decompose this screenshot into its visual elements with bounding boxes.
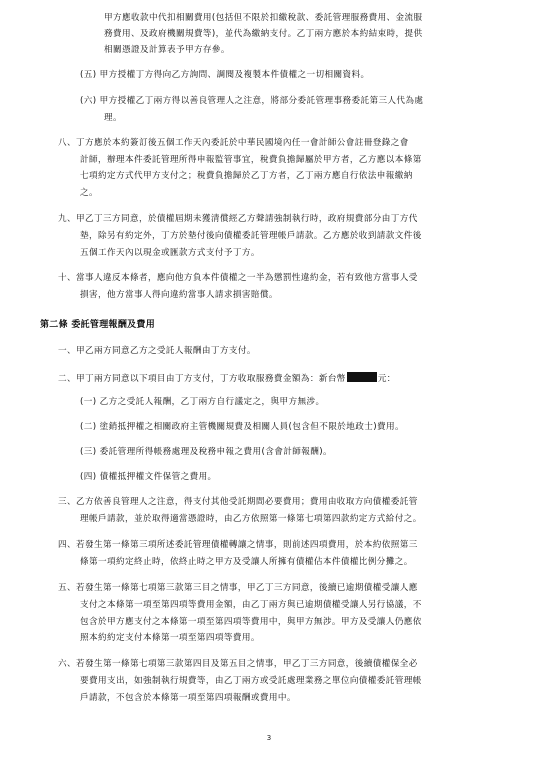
text-line: (三) 委託管理所得帳務處理及稅務申報之費用(含會計師報酬)。: [80, 447, 332, 457]
text-line: 包含於甲方應支付之本條第一項至第四項等費用中，與甲方無涉。甲方及受讓人仍應依: [80, 617, 422, 627]
text-line: 五個工作天內以現金或匯款方式支付予丁方。: [80, 248, 260, 258]
text-line: 要費用支出，如強制執行規費等，由乙丁兩方或受託處理業務之單位向債權委託管理帳: [80, 676, 422, 686]
text-line: 九、甲乙丁三方同意，於債權屆期未獲清償經乙方聲請強制執行時，政府規費部分由丁方代: [58, 214, 418, 224]
text-line: 損害，他方當事人得向違約當事人請求損害賠償。: [80, 290, 278, 300]
text-line: 甲方應收款中代扣相關費用(包括但不限於扣繳稅款、委託管理服務費用、金流服: [104, 13, 423, 23]
text-line: 支付之本條第一項至第四項等費用金額，由乙丁兩方與已逾期債權受讓人另行協議，不: [80, 600, 422, 610]
text-line: 戶請款，不包含於本條第一項至第四項報酬或費用中。: [80, 693, 296, 703]
text-line: 十、當事人違反本條者，應向他方負本件債權之一半為懲罰性違約金，若有致他方當事人受: [58, 273, 418, 283]
text-line: 相關憑證及計算表予甲方存參。: [104, 45, 230, 55]
text-line: 四、若發生第一條第三項所述委託管理債權轉讓之情事，則前述四項費用，於本約依照第三: [58, 540, 418, 550]
text-line: 務費用、及政府機關規費等)，並代為繳納支付。乙丁兩方應於本約結束時，提供: [104, 29, 423, 39]
text-line: 條第一項約定終止時，依終止時之甲方及受讓人所擁有債權佔本件債權比例分攤之。: [80, 557, 413, 567]
text-line: 墊，除另有約定外，丁方於墊付後向債權委託管理帳戶請款。乙方應於收到請款文件後: [80, 231, 422, 241]
redaction-block: [347, 372, 377, 382]
text-line: 七項約定方式代甲方支付之；稅費負擔歸於乙丁方者，乙丁兩方應自行依法申報繳納: [80, 171, 413, 181]
text-line: 照本約約定支付本條第一項至第四項等費用。: [80, 633, 260, 643]
text-line: (五) 甲方授權丁方得向乙方詢問、調閱及複製本件債權之一切相關資料。: [80, 70, 370, 80]
text-line: 之。: [80, 188, 98, 198]
text-segment: 元：: [377, 374, 396, 384]
text-line: 理。: [104, 113, 122, 123]
text-line: (六) 甲方授權乙丁兩方得以善良管理人之注意，將部分委託管理事務委託第三人代為處: [80, 96, 424, 106]
text-line: 理帳戶請款，並於取得適當憑證時，由乙方依照第一條第七項第四款約定方式給付之。: [80, 514, 422, 524]
section-heading: 第二條 委託管理報酬及費用: [40, 320, 156, 330]
text-line: 計師，辦理本件委託管理所得申報監管事宜，稅費負擔歸屬於甲方者，乙方應以本條第: [80, 155, 422, 165]
text-line: (四) 債權抵押權文件保管之費用。: [80, 472, 217, 482]
page-number: 3: [266, 734, 272, 742]
text-line: (一) 乙方之受託人報酬，乙丁兩方自行議定之，與甲方無涉。: [80, 397, 325, 407]
text-line: (二) 塗銷抵押權之相關政府主管機關規費及相關人員(包含但不限於地政士)費用。: [80, 422, 404, 432]
text-line: [58, 372, 396, 385]
text-segment: 二、甲丁兩方同意以下項目由丁方支付，丁方收取服務費金額為：新台幣: [58, 374, 346, 384]
text-line: 八、丁方應於本約簽訂後五個工作天內委託於中華民國境內任一會計師公會註冊登錄之會: [58, 138, 409, 148]
text-line: 五、若發生第一條第七項第三款第三目之情事，甲乙丁三方同意，後續已逾期債權受讓人應: [58, 583, 418, 593]
text-line: 三、乙方依善良管理人之注意，得支付其他受託期間必要費用；費用由收取方向債權委託管: [58, 497, 418, 507]
text-line: 六、若發生第一條第七項第三款第四目及第五目之情事，甲乙丁三方同意，後續債權保全必: [58, 659, 418, 669]
text-line: 一、甲乙兩方同意乙方之受託人報酬由丁方支付。: [58, 346, 256, 356]
